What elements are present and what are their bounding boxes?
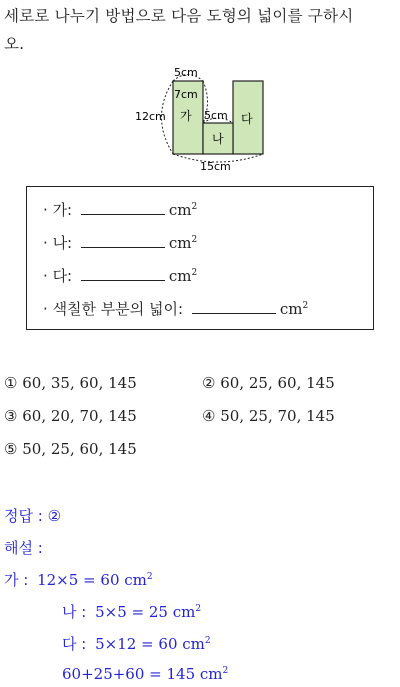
answer-row-total bbox=[43, 298, 308, 319]
bullet: · bbox=[43, 234, 48, 252]
row-label: 다: bbox=[52, 267, 73, 285]
bullet: · bbox=[43, 300, 48, 318]
row-label: 색칠한 부분의 넓이: bbox=[52, 300, 184, 318]
shape-diagram bbox=[130, 60, 280, 175]
choice-4[interactable]: ④ 50, 25, 70, 145 bbox=[202, 407, 335, 425]
bullet: · bbox=[43, 201, 48, 219]
label-inner-width: 5cm bbox=[204, 109, 228, 122]
choice-2[interactable]: ② 60, 25, 60, 145 bbox=[202, 374, 335, 392]
solution-total: 60+25+60 = 145 $cm^2$ bbox=[62, 665, 229, 683]
solution-ga: 가 : 12×5 = 60 $cm^2$ bbox=[4, 571, 153, 589]
unit: $cm^2$ bbox=[279, 300, 309, 318]
answer-blank-na[interactable] bbox=[81, 233, 165, 248]
row-label: 나: bbox=[52, 234, 73, 252]
question-line-1: 세로로 나누기 방법으로 다음 도형의 넓이를 구하시 bbox=[4, 7, 354, 25]
answer-row-da bbox=[43, 265, 197, 286]
choice-3[interactable]: ③ 60, 20, 70, 145 bbox=[4, 407, 137, 425]
solution-na: 나 : 5×5 = 25 $cm^2$ bbox=[62, 603, 202, 621]
explain-label: 해설 : bbox=[4, 539, 43, 557]
question-line-2: 오. bbox=[4, 35, 25, 53]
region-ga-label: 가 bbox=[180, 109, 192, 123]
label-left-height: 12cm bbox=[135, 110, 166, 123]
label-bottom-width: 15cm bbox=[200, 160, 231, 173]
answer-box bbox=[26, 186, 374, 330]
unit: $cm^2$ bbox=[168, 201, 198, 219]
row-label: 가: bbox=[52, 201, 73, 219]
shape-figure bbox=[130, 60, 280, 179]
solution-da: 다 : 5×12 = 60 $cm^2$ bbox=[62, 635, 211, 653]
answer-blank-da[interactable] bbox=[81, 266, 165, 281]
question-text bbox=[4, 2, 396, 58]
choice-5[interactable]: ⑤ 50, 25, 60, 145 bbox=[4, 440, 137, 458]
answer-row-na bbox=[43, 232, 197, 253]
label-inner-height: 7cm bbox=[174, 88, 198, 101]
label-top-width: 5cm bbox=[174, 66, 198, 79]
unit: $cm^2$ bbox=[168, 234, 198, 252]
answer-row-ga bbox=[43, 199, 197, 220]
answer-label: 정답 : ② bbox=[4, 507, 62, 525]
answer-blank-ga[interactable] bbox=[81, 200, 165, 215]
region-na-label: 나 bbox=[212, 132, 224, 146]
unit: $cm^2$ bbox=[168, 267, 198, 285]
answer-blank-total[interactable] bbox=[192, 299, 276, 314]
choice-1[interactable]: ① 60, 35, 60, 145 bbox=[4, 374, 137, 392]
region-da-label: 다 bbox=[241, 112, 253, 126]
bullet: · bbox=[43, 267, 48, 285]
